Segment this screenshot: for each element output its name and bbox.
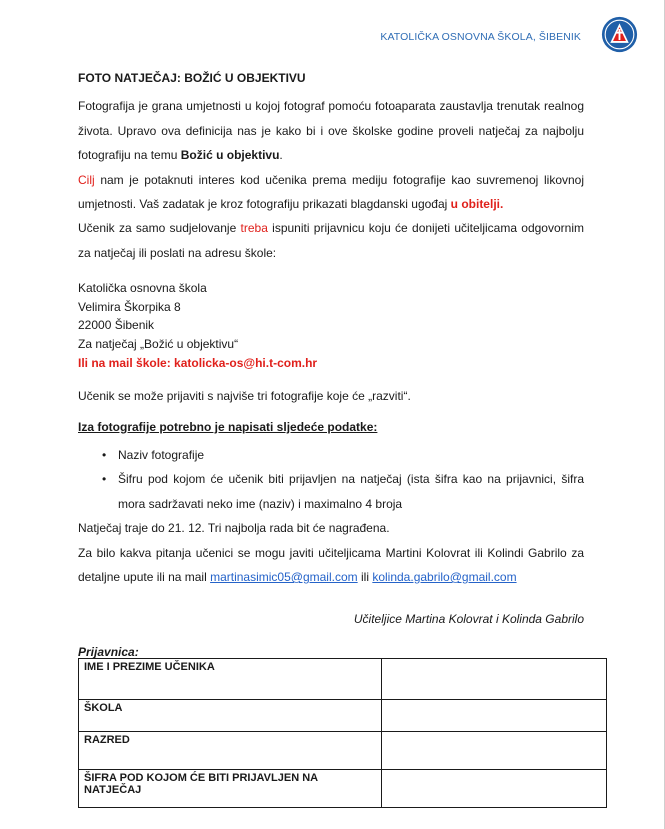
participation-paragraph — [78, 216, 584, 265]
teachers-signature: Učiteljice Martina Kolovrat i Kolinda Gabrilo — [353, 612, 584, 627]
list-item: • Šifru pod kojom će učenik biti prijavljen na natječaj (ista šifra kao na prijavnici, šifra mora sadržavati neko ime (naziv) i maximalno 4 broja — [102, 467, 584, 516]
contact-text: Za bilo kakva pitanja učenici se mogu javiti učiteljicama Martini Kolovrat ili Kolindi Gabrilo za detaljne upute ili na mail — [78, 545, 584, 585]
address-line: Velimira Škorpika 8 — [78, 299, 181, 314]
intro-paragraph — [78, 94, 584, 167]
document-title: FOTO NATJEČAJ: BOŽIĆ U OBJEKTIVU — [78, 71, 306, 85]
form-label-school: ŠKOLA — [79, 700, 382, 732]
participation-text-1: Učenik za samo sudjelovanje — [78, 221, 241, 236]
table-row — [79, 659, 607, 700]
contact-paragraph — [78, 541, 584, 590]
intro-end: . — [279, 148, 283, 163]
school-logo-icon — [601, 16, 638, 53]
participation-treba: treba — [240, 221, 268, 236]
form-label-code: ŠIFRA POD KOJOM ĆE BITI PRIJAVLJEN NA NATJEČAJ — [79, 770, 382, 808]
goal-text: nam je potaknuti interes kod učenika prema mediju fotografije kao suvremenoj likovnoj umjetnosti. Vaš zadatak je kroz fotografiju prikazati blagdanski ugođaj — [78, 172, 584, 212]
table-row — [79, 700, 607, 732]
header-school-name: KATOLIČKA OSNOVNA ŠKOLA, ŠIBENIK — [380, 31, 581, 43]
form-title: Prijavnica: — [78, 644, 139, 659]
deadline-paragraph: Natječaj traje do 21. 12. Tri najbolja rada bit će nagrađena. — [78, 521, 390, 536]
form-field-code[interactable] — [382, 770, 607, 808]
requirements-heading: Iza fotografije potrebno je napisati sljedeće podatke: — [78, 419, 378, 434]
school-email-line: Ili na mail škole: katolicka-os@hi.t-com.hr — [78, 355, 318, 370]
school-address — [78, 279, 584, 372]
form-label-name: IME I PREZIME UČENIKA — [79, 659, 382, 700]
table-row — [79, 732, 607, 770]
email-link-kolinda[interactable]: kolinda.gabrilo@gmail.com — [372, 570, 517, 585]
goal-paragraph — [78, 168, 584, 217]
intro-text: Fotografija je grana umjetnosti u kojoj fotograf pomoću fotoaparata zaustavlja trenutak realnog života. Upravo ova definicija nas je kako bi i ove školske godine proveli natječaj za najbolju fotografiju na temu — [78, 99, 584, 163]
intro-theme: Božić u objektivu — [180, 148, 280, 163]
address-line: 22000 Šibenik — [78, 318, 155, 333]
list-item: • Naziv fotografije — [102, 443, 584, 467]
goal-cilj: Cilj — [78, 172, 95, 187]
participation-text-2: ispuniti prijavnicu koju će donijeti učiteljicama odgovornim za natječaj ili poslati na adresu škole: — [78, 221, 584, 260]
application-form-table — [78, 658, 607, 808]
document-body — [78, 66, 584, 664]
contact-ili: ili — [357, 570, 373, 585]
form-label-class: RAZRED — [79, 732, 382, 770]
form-field-school[interactable] — [382, 700, 607, 732]
address-line: Katolička osnovna škola — [78, 281, 207, 296]
form-field-name[interactable] — [382, 659, 607, 700]
goal-family: u obitelji. — [450, 197, 504, 212]
limit-paragraph: Učenik se može prijaviti s najviše tri fotografije koje će „razviti“. — [78, 389, 411, 404]
form-field-class[interactable] — [382, 732, 607, 770]
requirements-list — [78, 443, 584, 516]
table-row — [79, 770, 607, 808]
email-link-martina[interactable]: martinasimic05@gmail.com — [210, 570, 358, 585]
address-line: Za natječaj „Božić u objektivu“ — [78, 337, 239, 352]
